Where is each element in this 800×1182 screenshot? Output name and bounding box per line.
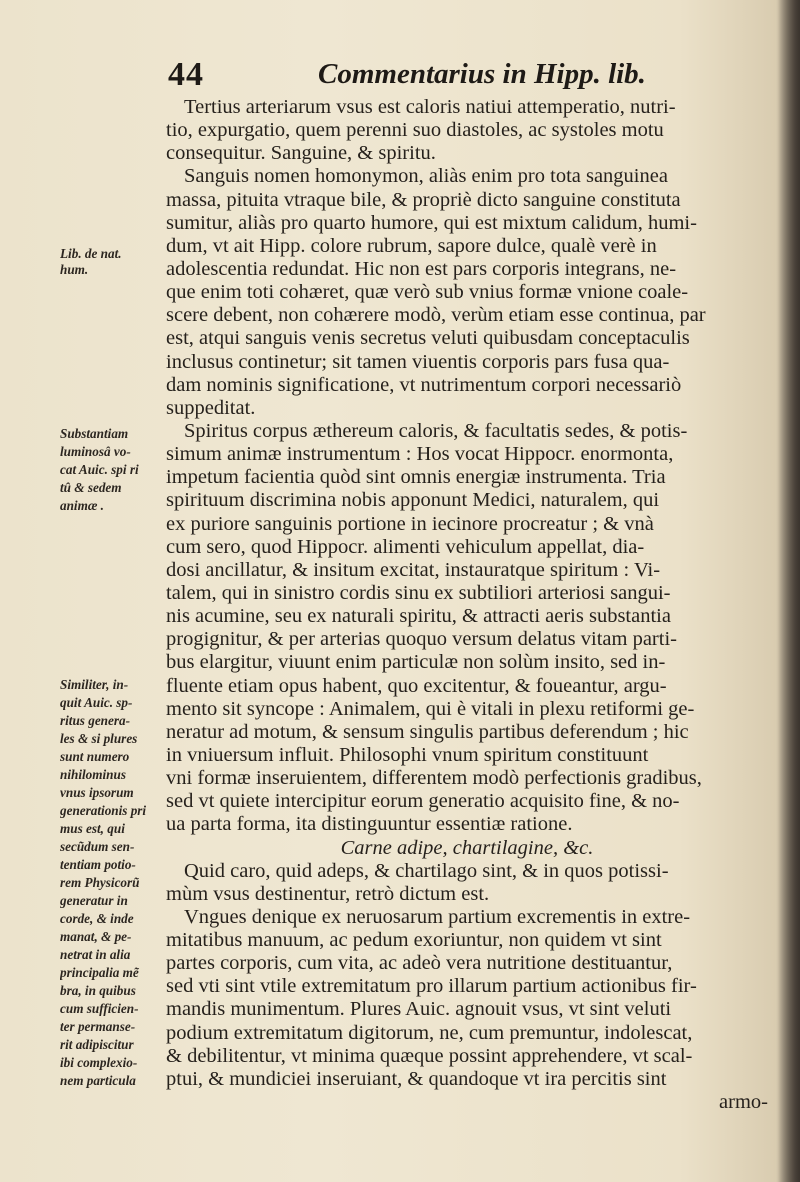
text-line: dosi ancillatur, & insitum excitat, instauratque spiritum : Vi- bbox=[166, 558, 661, 581]
margin-note-line: nihilominus bbox=[60, 767, 126, 782]
section-lemma: Carne adipe, chartilagine, &c. bbox=[340, 836, 594, 859]
margin-note-line: cum sufficien- bbox=[60, 1001, 139, 1016]
text-line: bus elargitur, viuunt enim particulæ non solùm insito, sed in- bbox=[166, 651, 666, 674]
text-line: mento sit syncope : Animalem, qui è vitali in plexu retiformi ge- bbox=[166, 697, 695, 720]
text-line: inclusus continetur; sit tamen viuentis corporis pars fusa qua- bbox=[166, 350, 670, 373]
margin-note-line: Lib. de nat. bbox=[60, 246, 122, 261]
margin-note-line: secũdum sen- bbox=[60, 839, 135, 854]
margin-note-line: netrat in alia bbox=[60, 947, 131, 962]
text-line: sed vti sint vtile extremitatum pro illarum partium actionibus fir- bbox=[166, 975, 697, 998]
margin-note-line: ter permanse- bbox=[60, 1019, 136, 1034]
text-line: Quid caro, quid adeps, & chartilago sint, & in quos potissi- bbox=[184, 859, 669, 882]
text-line: podium extremitatum digitorum, ne, cum premuntur, indolescat, bbox=[166, 1021, 693, 1044]
margin-note-line: principalia mẽ bbox=[60, 965, 139, 980]
margin-note-line: cat Auic. spi ri bbox=[60, 462, 139, 477]
page-number: 44 bbox=[168, 56, 204, 93]
margin-note-nat-hum bbox=[60, 246, 166, 278]
margin-note-line: tû & sedem bbox=[60, 480, 122, 495]
text-line: sumitur, aliàs pro quarto humore, qui est mixtum calidum, humi- bbox=[166, 211, 697, 234]
text-line: mitatibus manuum, ac pedum exoriuntur, non quidem vt sint bbox=[166, 929, 662, 952]
text-line: consequitur. Sanguine, & spiritu. bbox=[166, 142, 436, 165]
text-line: spirituum discrimina nobis apponunt Medici, naturalem, qui bbox=[166, 489, 660, 512]
margin-note-line: tentiam potio- bbox=[60, 857, 136, 872]
text-line: & debilitentur, vt minima quæque possint apprehendere, vt scal- bbox=[166, 1044, 693, 1067]
text-line: que enim toti cohæret, quæ verò sub vnius formæ vnione coale- bbox=[166, 281, 689, 304]
text-line: Tertius arteriarum vsus est caloris natiui attemperatio, nutri- bbox=[184, 96, 676, 118]
page-header bbox=[168, 56, 768, 96]
text-line: vni formæ inseruientem, differentem modò perfectionis gradibus, bbox=[166, 767, 702, 790]
margin-note-line: ibi complexio- bbox=[60, 1055, 138, 1070]
text-line: in vniuersum influit. Philosophi vnum spiritum constituunt bbox=[166, 743, 649, 766]
running-title: Commentarius in Hipp. lib. bbox=[318, 58, 646, 90]
page-spine-shadow bbox=[778, 0, 800, 1182]
margin-note-line: les & si plures bbox=[60, 731, 138, 746]
text-line: est, atqui sanguis venis secretus veluti quibusdam conceptaculis bbox=[166, 327, 690, 350]
text-line: tio, expurgatio, quem perenni suo diastoles, ac systoles motu bbox=[166, 119, 664, 142]
text-line: fluente etiam opus habent, quo excitentur, & foueantur, argu- bbox=[166, 674, 667, 697]
margin-note-line: generatur in bbox=[60, 893, 128, 908]
text-line: Sanguis nomen homonymon, aliàs enim pro tota sanguinea bbox=[184, 165, 668, 188]
text-line: neratur ad motum, & sensum singulis partibus deferendum ; hic bbox=[166, 720, 689, 743]
margin-note-line: vnus ipsorum bbox=[60, 785, 134, 800]
text-line: dam nominis significatione, vt nutrimentum corpori necessariò bbox=[166, 373, 682, 396]
margin-note-similiter bbox=[60, 676, 166, 1090]
margin-note-line: Similiter, in- bbox=[60, 677, 129, 692]
text-line: impetum facientia quòd sint omnis energiæ instrumenta. Tria bbox=[166, 466, 666, 489]
text-line: simum animæ instrumentum : Hos vocat Hippocr. enormonta, bbox=[166, 443, 674, 466]
margin-note-line: sunt numero bbox=[60, 749, 130, 764]
text-line: cum sero, quod Hippocr. alimenti vehiculum appellat, dia- bbox=[166, 535, 645, 558]
margin-note-line: bra, in quibus bbox=[60, 983, 136, 998]
text-line: adolescentia redundat. Hic non est pars corporis integrans, ne- bbox=[166, 257, 677, 280]
margin-note-line: nem particula bbox=[60, 1073, 136, 1088]
text-line: Vngues denique ex neruosarum partium excrementis in extre- bbox=[184, 905, 691, 928]
text-line: dum, vt ait Hipp. colore rubrum, sapore dulce, qualè verè in bbox=[166, 234, 657, 257]
margin-note-line: luminosâ vo- bbox=[60, 444, 131, 459]
text-line: ptui, & mundiciei inseruiant, & quandoque vt ira percitis sint bbox=[166, 1067, 667, 1090]
text-line: Spiritus corpus æthereum caloris, & facultatis sedes, & potis- bbox=[184, 419, 688, 442]
main-text-block bbox=[166, 96, 768, 1114]
text-line: ex puriore sanguinis portione in iecinore procreatur ; & vnà bbox=[166, 512, 654, 535]
text-line: suppeditat. bbox=[166, 396, 256, 419]
margin-note-line: generationis pri bbox=[60, 803, 147, 818]
margin-note-line: hum. bbox=[60, 262, 89, 278]
margin-note-line: animæ . bbox=[60, 498, 104, 513]
catchword: armo- bbox=[719, 1091, 768, 1114]
text-line: talem, qui in sinistro cordis sinu ex subtiliori arteriosi sangui- bbox=[166, 581, 671, 604]
margin-note-line: corde, & inde bbox=[60, 911, 134, 926]
margin-note-substantiam bbox=[60, 425, 166, 515]
margin-note-line: rem Physicorũ bbox=[60, 875, 140, 890]
margin-note-line: mus est, qui bbox=[60, 821, 125, 836]
margin-note-line: ritus genera- bbox=[60, 713, 130, 728]
text-line: sed vt quiete intercipitur eorum generatio acquisito fine, & no- bbox=[166, 790, 680, 813]
text-line: progignitur, & per arterias quoquo versum delatus vitam parti- bbox=[166, 628, 677, 651]
margin-note-line: rit adipiscitur bbox=[60, 1037, 134, 1052]
margin-note-line: Substantiam bbox=[60, 426, 129, 441]
text-line: nis acumine, seu ex naturali spiritu, & attracti aeris substantia bbox=[166, 605, 671, 628]
text-line: mùm vsus destinentur, retrò dictum est. bbox=[166, 882, 490, 905]
text-line: mandis munimentum. Plures Auic. agnouit vsus, vt sint veluti bbox=[166, 998, 672, 1021]
margin-note-line: manat, & pe- bbox=[60, 929, 132, 944]
text-line: ua parta forma, ita distinguuntur essentiæ ratione. bbox=[166, 813, 573, 836]
text-line: massa, pituita vtraque bile, & propriè dicto sanguine constituta bbox=[166, 188, 681, 211]
text-line: scere debent, non cohærere modò, verùm etiam esse continua, par bbox=[166, 304, 706, 327]
margin-note-line: quit Auic. sp- bbox=[60, 695, 133, 710]
text-line: partes corporis, cum vita, ac adeò vera nutritione destituantur, bbox=[166, 952, 673, 975]
